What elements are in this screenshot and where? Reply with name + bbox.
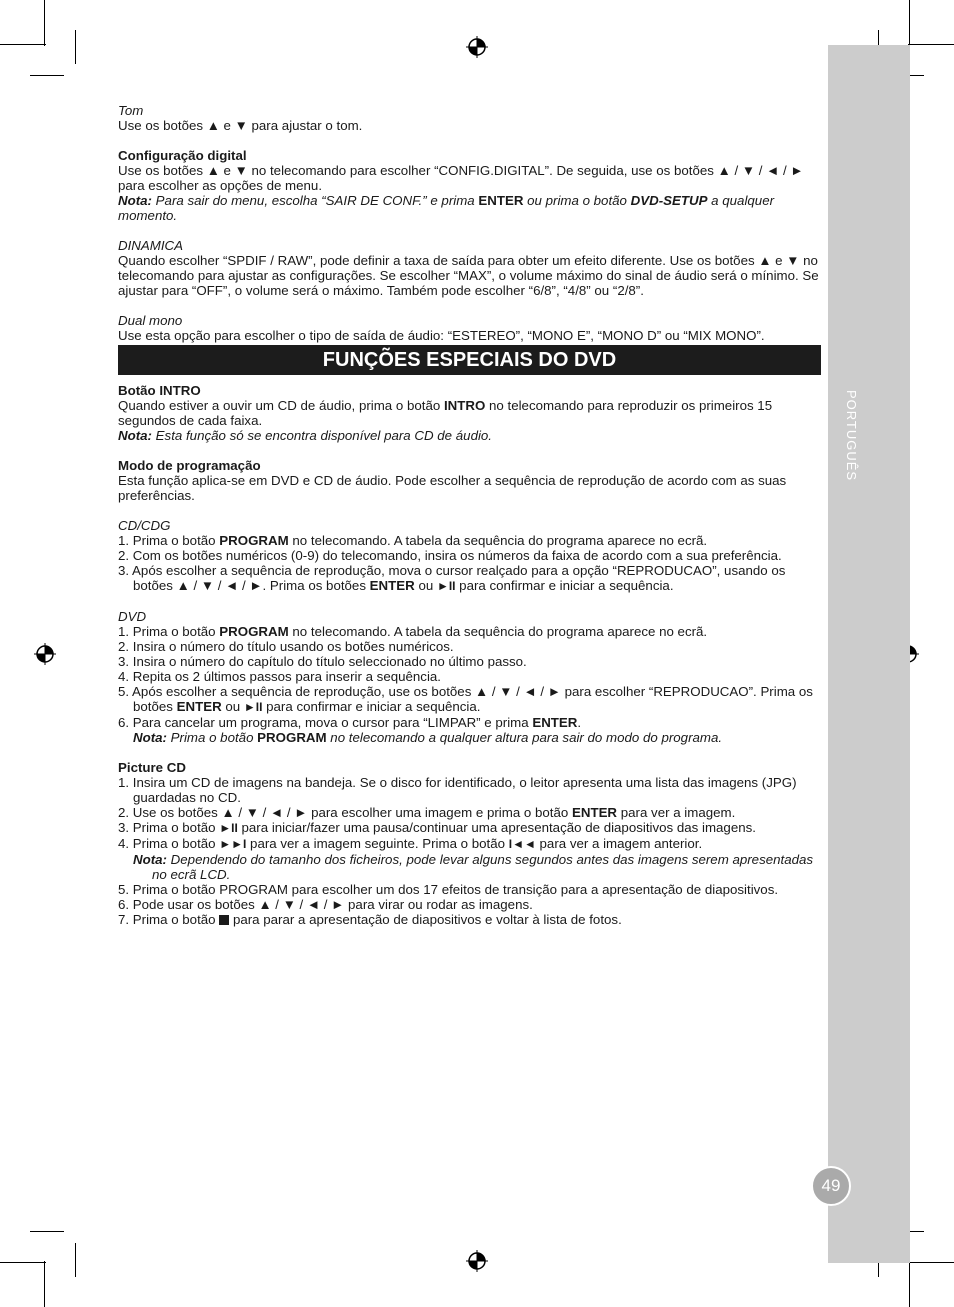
cdcdg-title: CD/CDG [118, 518, 171, 533]
list-item: 6. Para cancelar um programa, mova o cursor para “LIMPAR” e prima ENTER. [118, 715, 582, 730]
tom-title: Tom [118, 103, 144, 118]
crop-mark [0, 44, 46, 45]
page-content [118, 103, 821, 927]
language-side-tab [828, 45, 910, 1263]
next-icon: ►►I [219, 837, 247, 851]
picture-cd-note: Nota: Dependendo do tamanho dos ficheiros, pode levar alguns segundos antes das imagens serem apresentadas no ecrã LCD. [133, 852, 814, 882]
crop-mark [908, 44, 954, 45]
previous-icon: I◄◄ [508, 837, 536, 851]
programacao-title: Modo de programação [118, 458, 261, 473]
config-digital-text: Use os botões ▲ e ▼ no telecomando para escolher “CONFIG.DIGITAL”. De seguida, use os botões ▲ / ▼ / ◄ / ► para escolher as opções de menu. [118, 163, 804, 193]
list-item: 2. Com os botões numéricos (0-9) do telecomando, insira os números da faixa de acordo com a sua preferência. [118, 548, 782, 563]
crop-mark [44, 0, 45, 46]
intro-note: Nota: Esta função só se encontra disponível para CD de áudio. [118, 428, 493, 443]
stop-icon [219, 915, 229, 925]
section-banner: FUNÇÕES ESPECIAIS DO DVD [118, 345, 821, 375]
crop-mark [908, 1262, 954, 1263]
crop-mark [909, 0, 910, 46]
registration-mark-icon [466, 36, 488, 58]
list-item: 2. Insira o número do título usando os botões numéricos. [118, 639, 454, 654]
list-item: 1. Prima o botão PROGRAM no telecomando. A tabela da sequência do programa aparece no ecrã. [118, 624, 708, 639]
intro-text: Quando estiver a ouvir um CD de áudio, prima o botão INTRO no telecomando para reproduzir os primeiros 15 segundos de cada faixa. [118, 398, 773, 428]
crop-mark [30, 1231, 64, 1232]
intro-title: Botão INTRO [118, 383, 201, 398]
picture-cd-title: Picture CD [118, 760, 186, 775]
dual-mono-title: Dual mono [118, 313, 183, 328]
list-item: 3. Prima o botão ►II para iniciar/fazer uma pausa/continuar uma apresentação de diapositivos das imagens. [118, 820, 756, 835]
dual-mono-text: Use esta opção para escolher o tipo de saída de áudio: “ESTEREO”, “MONO E”, “MONO D” ou “MIX MONO”. [118, 328, 765, 343]
list-item: 2. Use os botões ▲ / ▼ / ◄ / ► para escolher uma imagem e prima o botão ENTER para ver a imagem. [118, 805, 736, 820]
list-item: 7. Prima o botão para parar a apresentação de diapositivos e voltar à lista de fotos. [118, 912, 622, 927]
page-number: 49 [811, 1166, 851, 1206]
crop-mark [44, 1261, 45, 1307]
play-pause-icon: ►II [243, 700, 263, 714]
list-item: 1. Prima o botão PROGRAM no telecomando. A tabela da sequência do programa aparece no ecrã. [118, 533, 708, 548]
config-digital-title: Configuração digital [118, 148, 247, 163]
play-pause-icon: ►II [219, 821, 238, 835]
registration-mark-icon [34, 643, 56, 665]
list-item: 5. Prima o botão PROGRAM para escolher um dos 17 efeitos de transição para a apresentação de diapositivos. [118, 882, 779, 897]
crop-mark [75, 1243, 76, 1277]
dvd-title: DVD [118, 609, 147, 624]
list-item: 4. Prima o botão ►►I para ver a imagem seguinte. Prima o botão I◄◄ para ver a imagem anterior. [118, 836, 703, 851]
language-label: PORTUGUÊS [844, 390, 859, 482]
crop-mark [909, 1261, 910, 1307]
list-item: 6. Pode usar os botões ▲ / ▼ / ◄ / ► para virar ou rodar as imagens. [118, 897, 533, 912]
crop-mark [0, 1262, 46, 1263]
registration-mark-icon [466, 1250, 488, 1272]
list-item: 3. Após escolher a sequência de reprodução, mova o cursor realçado para a opção “REPRODUCAO”, usando os botões ▲ / ▼ / ◄ / ►. Prima os botões ENTER ou ►II para confirmar e iniciar a sequência. [118, 563, 786, 593]
list-item: 1. Insira um CD de imagens na bandeja. Se o disco for identificado, o leitor apresenta uma lista das imagens (JPG) guardadas no CD. [118, 775, 797, 805]
programacao-text: Esta função aplica-se em DVD e CD de áudio. Pode escolher a sequência de reprodução de acordo com as suas preferências. [118, 473, 787, 503]
dinamica-title: DINAMICA [118, 238, 184, 253]
config-digital-note: Nota: Para sair do menu, escolha “SAIR DE CONF.” e prima ENTER ou prima o botão DVD-SETUP a qualquer momento. [118, 193, 775, 223]
crop-mark [30, 75, 64, 76]
crop-mark [75, 30, 76, 64]
list-item: 3. Insira o número do capítulo do título seleccionado no último passo. [118, 654, 527, 669]
list-item: 4. Repita os 2 últimos passos para inserir a sequência. [118, 669, 441, 684]
list-item: 5. Após escolher a sequência de reprodução, use os botões ▲ / ▼ / ◄ / ► para escolher “REPRODUCAO”. Prima os botões ENTER ou ►II para confirmar e iniciar a sequência. [118, 684, 813, 714]
dvd-note: Nota: Prima o botão PROGRAM no telecomando a qualquer altura para sair do modo do programa. [133, 730, 723, 745]
dinamica-text: Quando escolher “SPDIF / RAW”, pode definir a taxa de saída para obter um efeito diferente. Use os botões ▲ e ▼ no telecomando para ajustar as configurações. Se escolher “MAX”, o volume máximo do sinal de áudio será o mínimo. Se ajustar para “OFF”, o volume será o máximo. Também pode escolher “6/8”, “4/8” ou “2/8”. [118, 253, 819, 298]
tom-text: Use os botões ▲ e ▼ para ajustar o tom. [118, 118, 363, 133]
play-pause-icon: ►II [436, 579, 456, 593]
